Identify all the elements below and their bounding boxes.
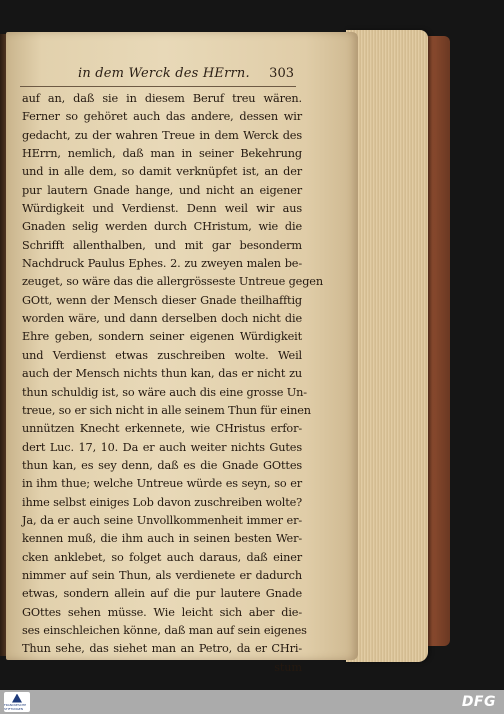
text-line: Schrifft allenthalben, und mit gar besonderm <box>22 238 302 252</box>
viewer-footer-bar <box>0 690 504 714</box>
text-line: GOttes sehen müsse. Wie leicht sich aber die- <box>22 605 302 619</box>
running-head: in dem Werck des HErrn. <box>78 66 250 81</box>
page-edges <box>346 30 428 662</box>
text-line: gedacht, zu der wahren Treue in dem Werck des <box>22 128 302 142</box>
text-line: unnützen Knecht erkennete, wie CHristus erfor- <box>22 422 302 436</box>
text-line: auf an, daß sie in diesem Beruf treu wären. <box>22 92 302 105</box>
text-line: thun kan, es sey denn, daß es die Gnade GOttes <box>22 458 302 472</box>
text-line: etwas, sondern allein auf die pur lautere Gnade <box>22 587 302 601</box>
text-line: und in alle dem, so damit verknüpfet ist, an der <box>22 165 302 179</box>
text-line: Thun sehe, das siehet man an Petro, da er CHri- <box>22 642 302 656</box>
text-line: auch der Mensch nichts thun kan, das er nicht zu <box>22 367 302 381</box>
text-body <box>22 90 323 677</box>
dfg-logo[interactable]: DFG <box>461 694 496 710</box>
institution-logo-text: FRANCKESCHE STIFTUNGEN <box>4 702 27 711</box>
text-line: dert Luc. 17, 10. Da er auch weiter nichts Gutes <box>22 440 302 454</box>
text-line: Ferner so gehöret auch das andere, dessen wir <box>22 110 302 124</box>
header-rule <box>20 86 296 87</box>
text-line: Gnaden selig werden durch CHristum, wie die <box>22 220 302 234</box>
institution-logo[interactable] <box>4 692 30 712</box>
text-line: GOtt, wenn der Mensch dieser Gnade theilhafftig <box>22 293 302 307</box>
text-line: treue, so er sich nicht in alle seinem Thun für einen <box>22 403 311 417</box>
text-line: Ja, da er auch seine Unvollkommenheit immer er- <box>22 513 302 527</box>
text-line: HErrn, nemlich, daß man in seiner Bekehrung <box>22 147 302 161</box>
text-line: Ehre geben, sondern seiner eigenen Würdigkeit <box>22 330 302 344</box>
text-line: ihme selbst einiges Lob davon zuschreiben wolte? <box>22 495 303 509</box>
text-line: kennen muß, die ihm auch in seinen besten Wer- <box>22 532 302 546</box>
text-line: stum <box>274 660 302 674</box>
text-line: Würdigkeit und Verdienst. Denn weil wir aus <box>22 202 302 216</box>
page-header <box>78 66 294 81</box>
text-line: cken anklebet, so folget auch daraus, daß einer <box>22 550 302 564</box>
text-line: worden wäre, und dann derselben doch nicht die <box>22 312 302 326</box>
text-line: thun schuldig ist, so wäre auch dis eine grosse Un- <box>22 385 307 399</box>
page-number: 303 <box>269 66 294 81</box>
text-line: und Verdienst etwas zuschreiben wolte. Weil <box>22 348 302 362</box>
institution-logo-icon <box>12 694 22 703</box>
text-line: ses einschleichen könne, daß man auf sein eigenes <box>22 623 307 637</box>
text-line: zeuget, so wäre das die allergrösseste Untreue gegen <box>22 275 323 289</box>
text-line: nimmer auf sein Thun, als verdienete er dadurch <box>22 568 302 582</box>
text-line: Nachdruck Paulus Ephes. 2. zu zweyen malen be- <box>22 257 302 271</box>
text-line: pur lautern Gnade hange, und nicht an eigener <box>22 183 302 197</box>
text-line: in ihm thue; welche Untreue würde es seyn, so er <box>22 477 302 491</box>
